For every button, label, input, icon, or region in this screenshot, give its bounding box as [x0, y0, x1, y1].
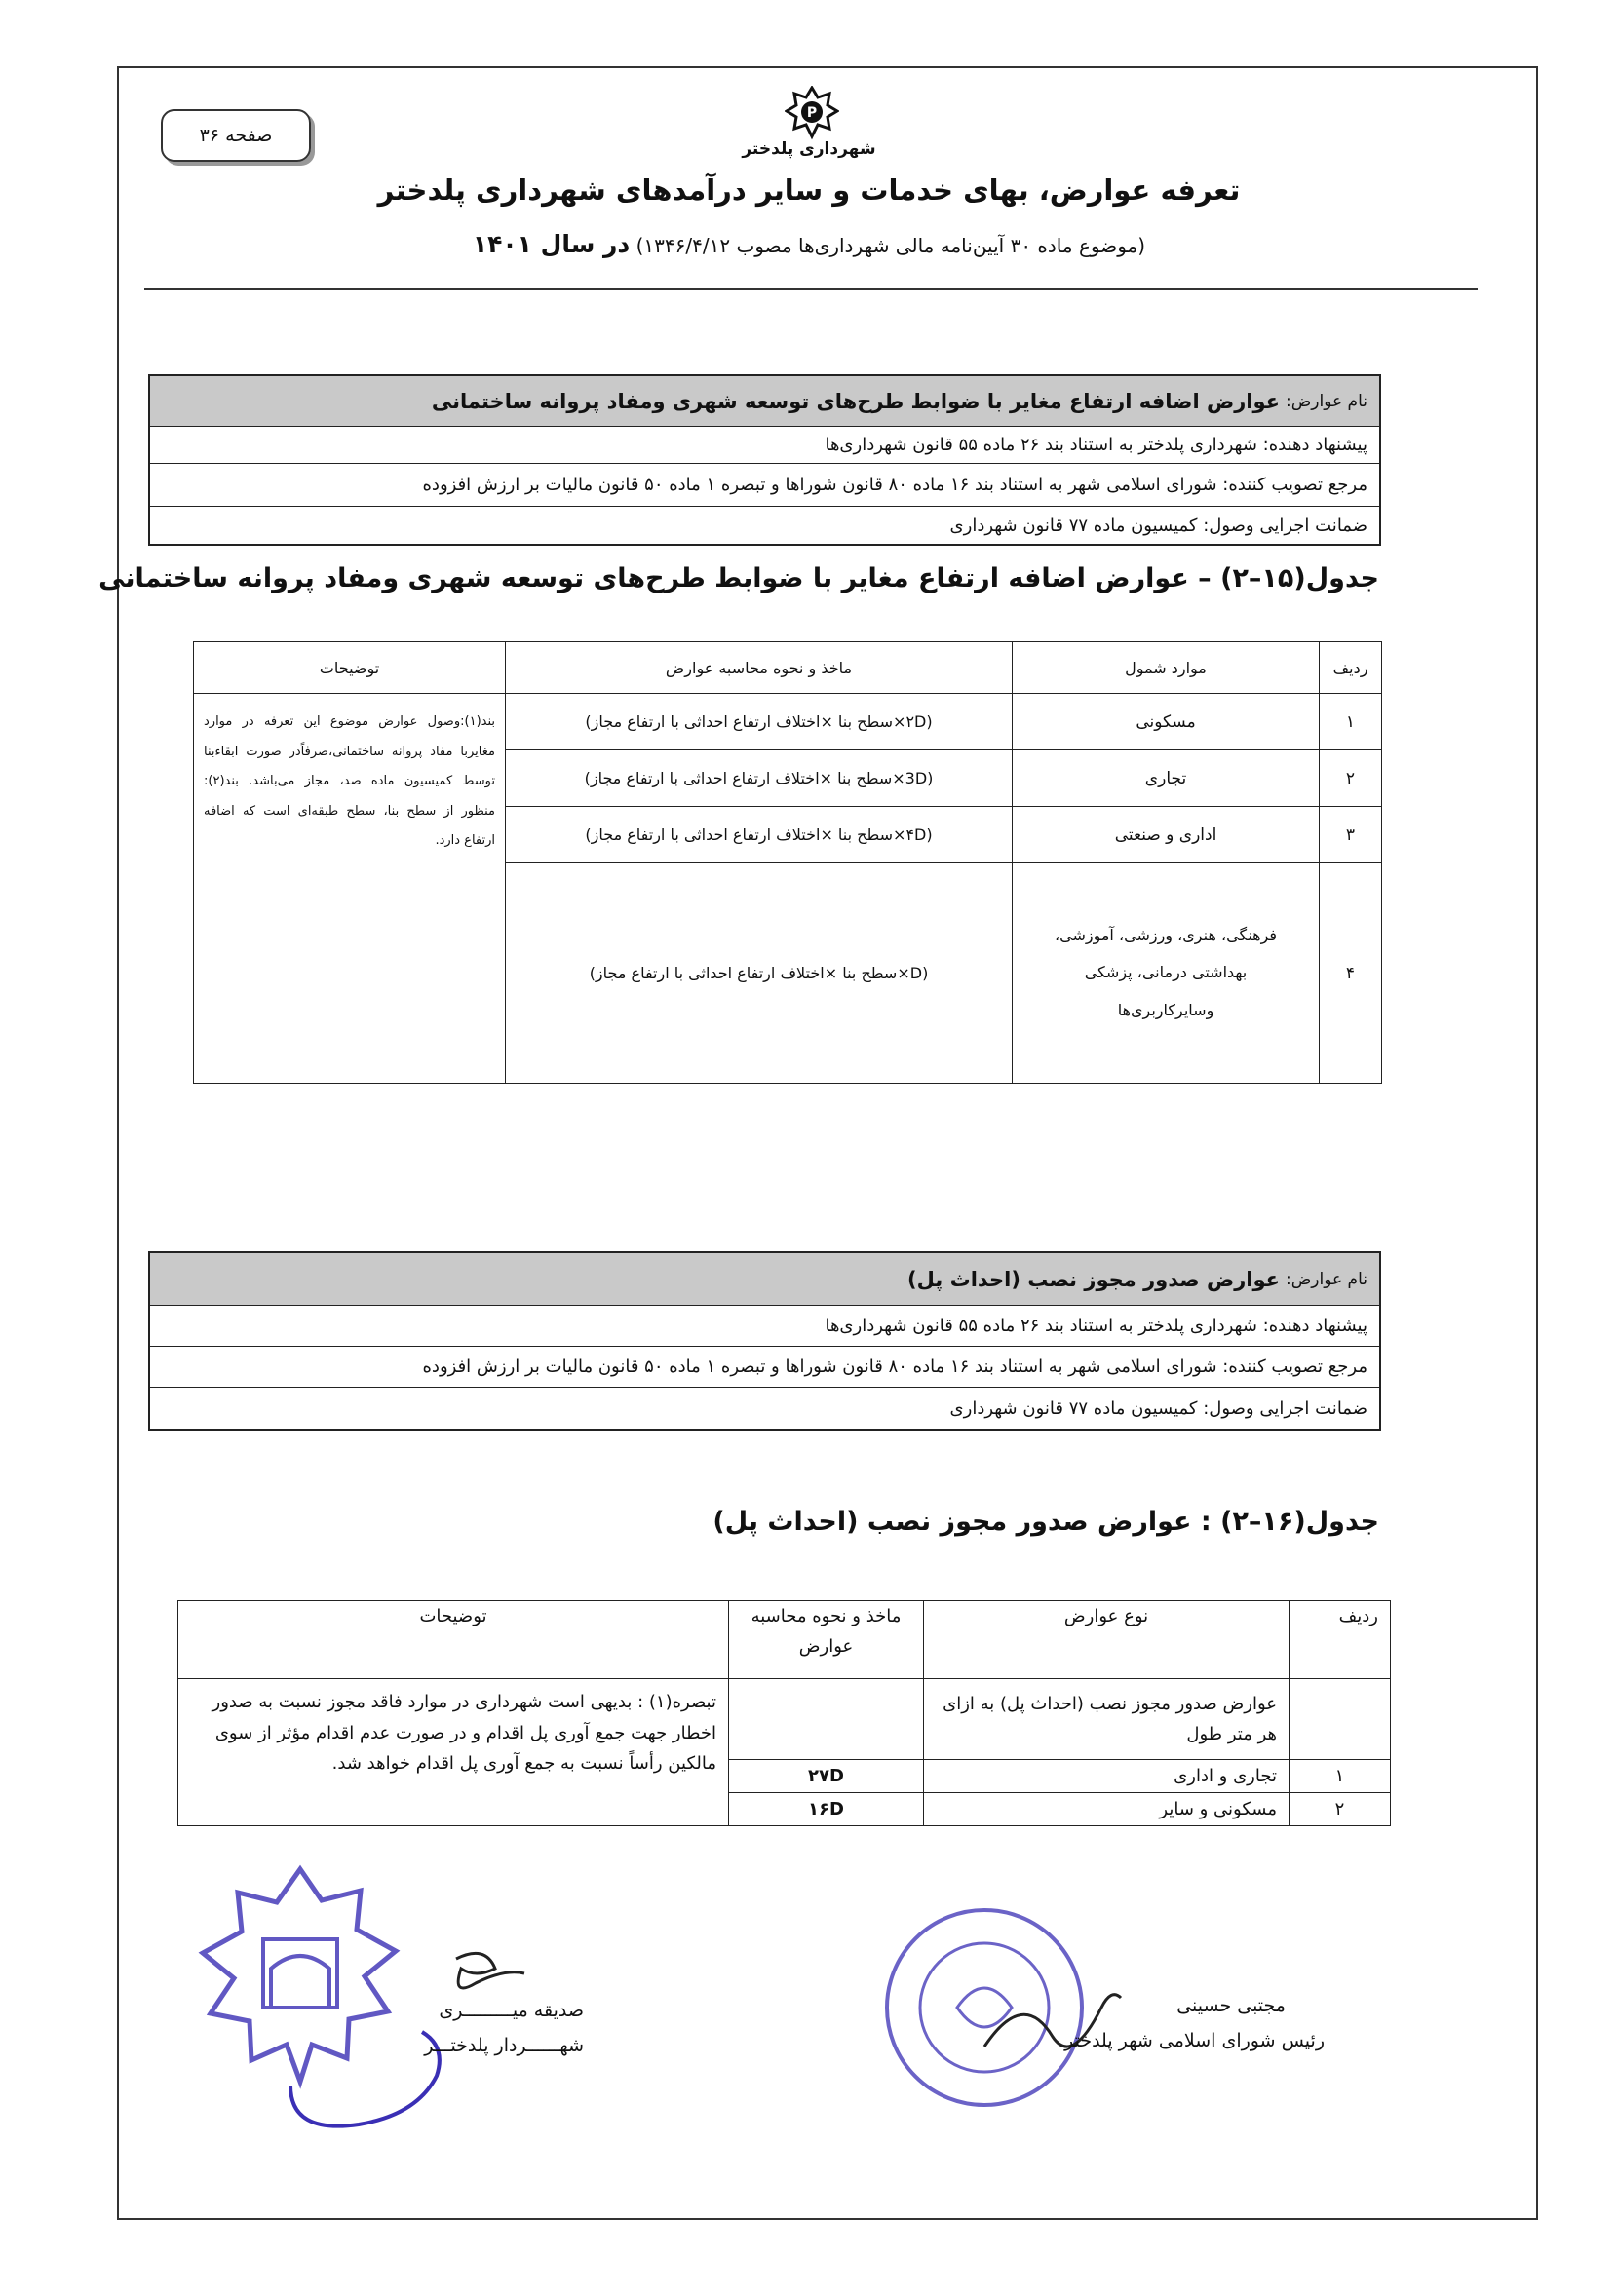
row-item-line: وسایرکاربری‌ها	[1117, 1000, 1214, 1019]
section2-table-title: جدول(۱۶–۲) : عوارض صدور مجوز نصب (احداث پل)	[712, 1507, 1379, 1537]
col-header-formula: ماخذ و نحوه محاسبه عوارض	[729, 1601, 924, 1679]
section2-name-row	[150, 1253, 1379, 1306]
council-signature-block	[1064, 1988, 1325, 2058]
section1-proposer: پیشنهاد دهنده: شهرداری پلدختر به استناد بند ۲۶ ماده ۵۵ قانون شهرداری‌ها	[150, 427, 1379, 464]
row-item: تجاری و اداری	[924, 1759, 1290, 1792]
row-item: مسکونی	[1013, 694, 1320, 750]
row-formula: (۲D×سطح بنا ×اختلاف ارتفاع احداثی با ارتفاع مجاز)	[506, 694, 1013, 750]
header-divider	[144, 288, 1478, 290]
row-formula: (3D×سطح بنا ×اختلاف ارتفاع احداثی با ارتفاع مجاز)	[506, 750, 1013, 807]
col-header-row: ردیف	[1320, 642, 1382, 694]
mayor-title: شهــــــردار پلدختـــر	[424, 2035, 584, 2057]
section1-approver: مرجع تصویب کننده: شورای اسلامی شهر به استناد بند ۱۶ ماده ۸۰ قانون شوراها و تبصره ۱ ماده ۵۰ قانون مالیات بر ارزش افزوده	[150, 464, 1379, 507]
council-head-name: مجتبی حسینی	[1176, 1995, 1286, 2016]
col-header-formula: ماخذ و نحوه محاسبه عوارض	[506, 642, 1013, 694]
row-formula: (D×سطح بنا ×اختلاف ارتفاع احداثی با ارتفاع مجاز)	[506, 863, 1013, 1084]
row-formula: ۲۷D	[729, 1759, 924, 1792]
section1-name-row	[150, 376, 1379, 427]
col-header-type: نوع عوارض	[924, 1601, 1290, 1679]
col-header-row: ردیف	[1290, 1601, 1391, 1679]
row-number: ۱	[1290, 1759, 1391, 1792]
row-number: ۲	[1290, 1792, 1391, 1825]
municipality-name: شهرداری پلدختر	[742, 139, 876, 159]
subtitle-text: (موضوع ماده ۳۰ آیین‌نامه مالی شهرداری‌ها مصوب ۱۳۴۶/۴/۱۲)	[635, 234, 1146, 257]
svg-text:P: P	[806, 105, 818, 121]
subtitle-year: در سال ۱۴۰۱	[472, 230, 631, 258]
table-row	[194, 694, 1382, 750]
row-item: تجاری	[1013, 750, 1320, 807]
section2-guarantee: ضمانت اجرایی وصول: کمیسیون ماده ۷۷ قانون شهرداری	[949, 1397, 1367, 1419]
section1-info-box	[148, 374, 1381, 546]
row-formula	[729, 1679, 924, 1759]
col-header-notes: توضیحات	[178, 1601, 729, 1679]
row-item	[1013, 863, 1320, 1084]
section2-table	[177, 1600, 1391, 1826]
section2-proposer: پیشنهاد دهنده: شهرداری پلدختر به استناد بند ۲۶ ماده ۵۵ قانون شهرداری‌ها	[150, 1306, 1379, 1347]
section1-table	[193, 641, 1382, 1084]
section1-notes: بند(۱):وصول عوارض موضوع این تعرفه در موارد مغایربا مفاد پروانه ساختمانی،صرفاًدر صورت ابقاءبنا توسط کمیسیون ماده صد، مجاز می‌باشد. بند(۲): منظور از سطح بنا، سطح طبقه‌ای است که اضافه ارتفاع دارد.	[194, 694, 506, 1084]
row-item: اداری و صنعتی	[1013, 807, 1320, 863]
row-item: عوارض صدور مجوز نصب (احداث پل) به ازای هر متر طول	[924, 1679, 1290, 1759]
row-formula: (۴D×سطح بنا ×اختلاف ارتفاع احداثی با ارتفاع مجاز)	[506, 807, 1013, 863]
col-header-notes: توضیحات	[194, 642, 506, 694]
col-header-items: موارد شمول	[1013, 642, 1320, 694]
mayor-name: صدیقه میـــــــــری	[439, 2000, 584, 2021]
row-number: ۳	[1320, 807, 1382, 863]
council-head-title: رئیس شورای اسلامی شهر پلدختر	[1064, 2030, 1325, 2052]
row-number: ۴	[1320, 863, 1382, 1084]
section1-guarantee: ضمانت اجرایی وصول: کمیسیون ماده ۷۷ قانون شهرداری	[949, 515, 1367, 536]
section2-approver: مرجع تصویب کننده: شورای اسلامی شهر به استناد بند ۱۶ ماده ۸۰ قانون شوراها و تبصره ۱ ماده ۵۰ قانون مالیات بر ارزش افزوده	[150, 1347, 1379, 1388]
section2-name-value: عوارض صدور مجوز نصب (احداث پل)	[907, 1267, 1281, 1291]
row-item: مسکونی و سایر	[924, 1792, 1290, 1825]
page-number-badge: صفحه ۳۶	[161, 109, 311, 162]
section2-info-box	[148, 1251, 1381, 1431]
row-number: ۱	[1320, 694, 1382, 750]
document-subtitle	[370, 230, 1248, 258]
municipality-logo-icon	[785, 86, 839, 140]
section2-notes: تبصره(۱) : بدیهی است شهرداری در موارد فاقد مجوز نسبت به صدور اخطار جهت جمع آوری پل اقدام و در صورت عدم اقدام مؤثر از سوی مالکین رأساً نسبت به جمع آوری پل اقدام خواهد شد.	[178, 1679, 729, 1826]
row-number	[1290, 1679, 1391, 1759]
row-formula: ۱۶D	[729, 1792, 924, 1825]
table-row	[178, 1679, 1391, 1759]
mayor-signature-block	[424, 1993, 584, 2063]
row-item-line: فرهنگی، هنری، ورزشی، آموزشی،	[1054, 925, 1278, 944]
document-title: تعرفه عوارض، بهای خدمات و سایر درآمدهای شهرداری پلدختر	[377, 173, 1241, 207]
row-item-line: بهداشتی درمانی، پزشکی	[1084, 963, 1248, 982]
section1-table-title: جدول(۱۵–۲) – عوارض اضافه ارتفاع مغایر با ضوابط طرح‌های توسعه شهری ومفاد پروانه ساختمانی	[98, 563, 1379, 593]
row-number: ۲	[1320, 750, 1382, 807]
section2-name-label: نام عوارض:	[1286, 1269, 1367, 1289]
section1-name-value: عوارض اضافه ارتفاع مغایر با ضوابط طرح‌های توسعه شهری ومفاد پروانه ساختمانی	[431, 389, 1281, 413]
section1-name-label: نام عوارض:	[1286, 391, 1367, 411]
